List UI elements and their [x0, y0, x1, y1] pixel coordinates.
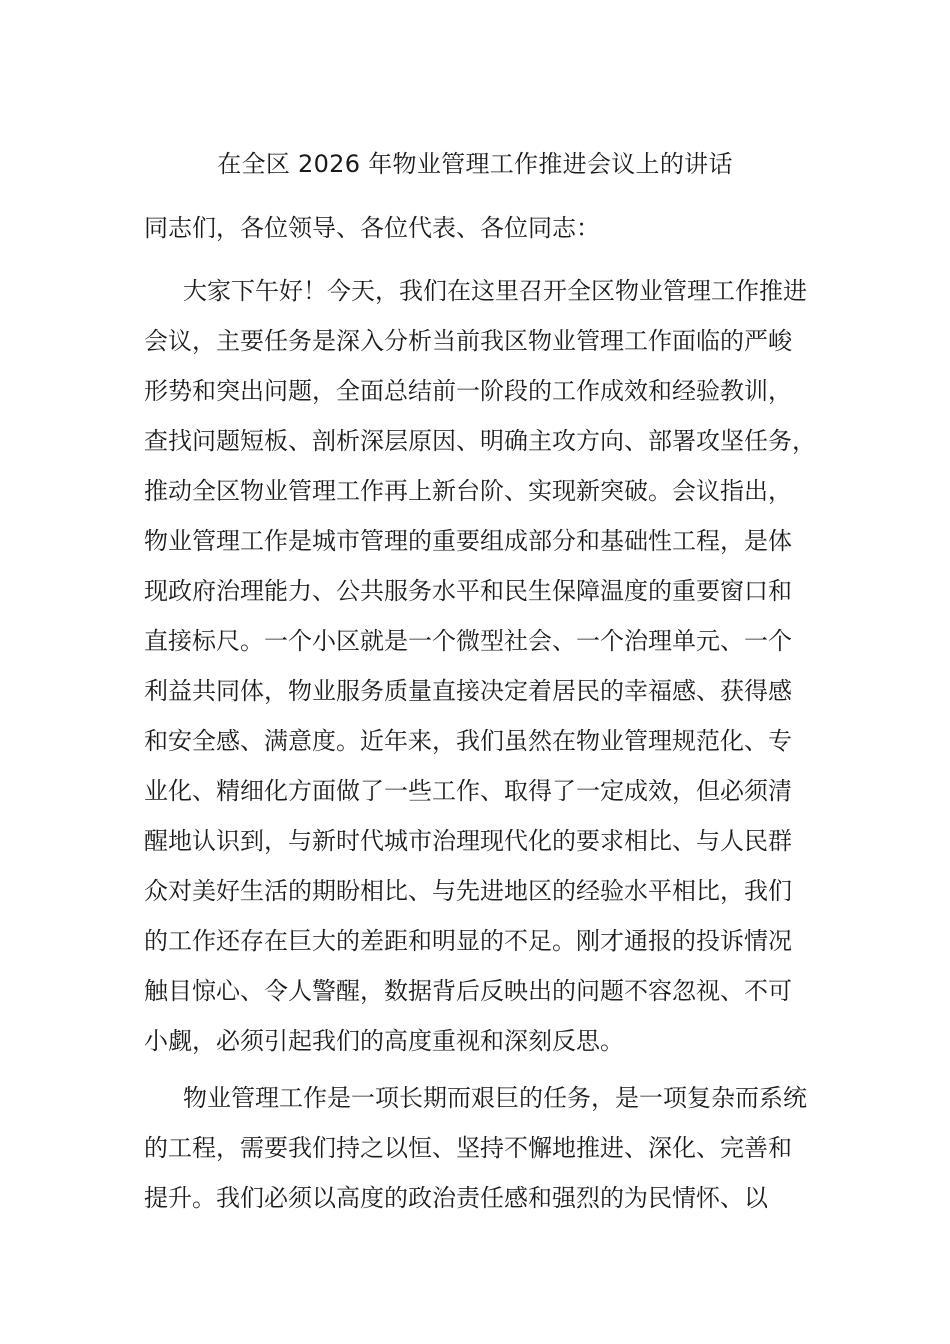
paragraph-line: 现政府治理能力、公共服务水平和民生保障温度的重要窗口和	[144, 577, 792, 605]
paragraph-line: 物业管理工作是城市管理的重要组成部分和基础性工程，是体	[144, 527, 792, 555]
paragraph-1	[144, 266, 824, 1066]
document-title: 在全区 2026 年物业管理工作推进会议上的讲话	[217, 150, 733, 178]
paragraph-line: 醒地认识到，与新时代城市治理现代化的要求相比、与人民群	[144, 827, 792, 855]
paragraph-line: 会议，主要任务是深入分析当前我区物业管理工作面临的严峻	[144, 327, 792, 355]
paragraph-line: 众对美好生活的期盼相比、与先进地区的经验水平相比，我们	[144, 877, 792, 905]
paragraph-line: 推动全区物业管理工作再上新台阶、实现新突破。会议指出，	[144, 477, 792, 505]
paragraph-line: 大家下午好！今天，我们在这里召开全区物业管理工作推进	[183, 277, 807, 305]
paragraph-2	[144, 1073, 824, 1223]
paragraph-line: 的工程，需要我们持之以恒、坚持不懈地推进、深化、完善和	[144, 1134, 792, 1162]
paragraph-line: 的工作还存在巨大的差距和明显的不足。刚才通报的投诉情况	[144, 927, 792, 955]
paragraph-line: 直接标尺。一个小区就是一个微型社会、一个治理单元、一个	[144, 627, 792, 655]
paragraph-line: 和安全感、满意度。近年来，我们虽然在物业管理规范化、专	[144, 727, 792, 755]
paragraph-line: 查找问题短板、剖析深层原因、明确主攻方向、部署攻坚任务，	[144, 427, 816, 455]
paragraph-line: 小觑，必须引起我们的高度重视和深刻反思。	[144, 1027, 624, 1055]
paragraph-line: 形势和突出问题，全面总结前一阶段的工作成效和经验教训，	[144, 377, 792, 405]
salutation: 同志们，各位领导、各位代表、各位同志：	[144, 214, 600, 242]
paragraph-line: 物业管理工作是一项长期而艰巨的任务，是一项复杂而系统	[183, 1084, 807, 1112]
paragraph-line: 提升。我们必须以高度的政治责任感和强烈的为民情怀、以	[144, 1184, 768, 1212]
paragraph-line: 业化、精细化方面做了一些工作、取得了一定成效，但必须清	[144, 777, 792, 805]
paragraph-line: 触目惊心、令人警醒，数据背后反映出的问题不容忽视、不可	[144, 977, 792, 1005]
paragraph-line: 利益共同体，物业服务质量直接决定着居民的幸福感、获得感	[144, 677, 792, 705]
